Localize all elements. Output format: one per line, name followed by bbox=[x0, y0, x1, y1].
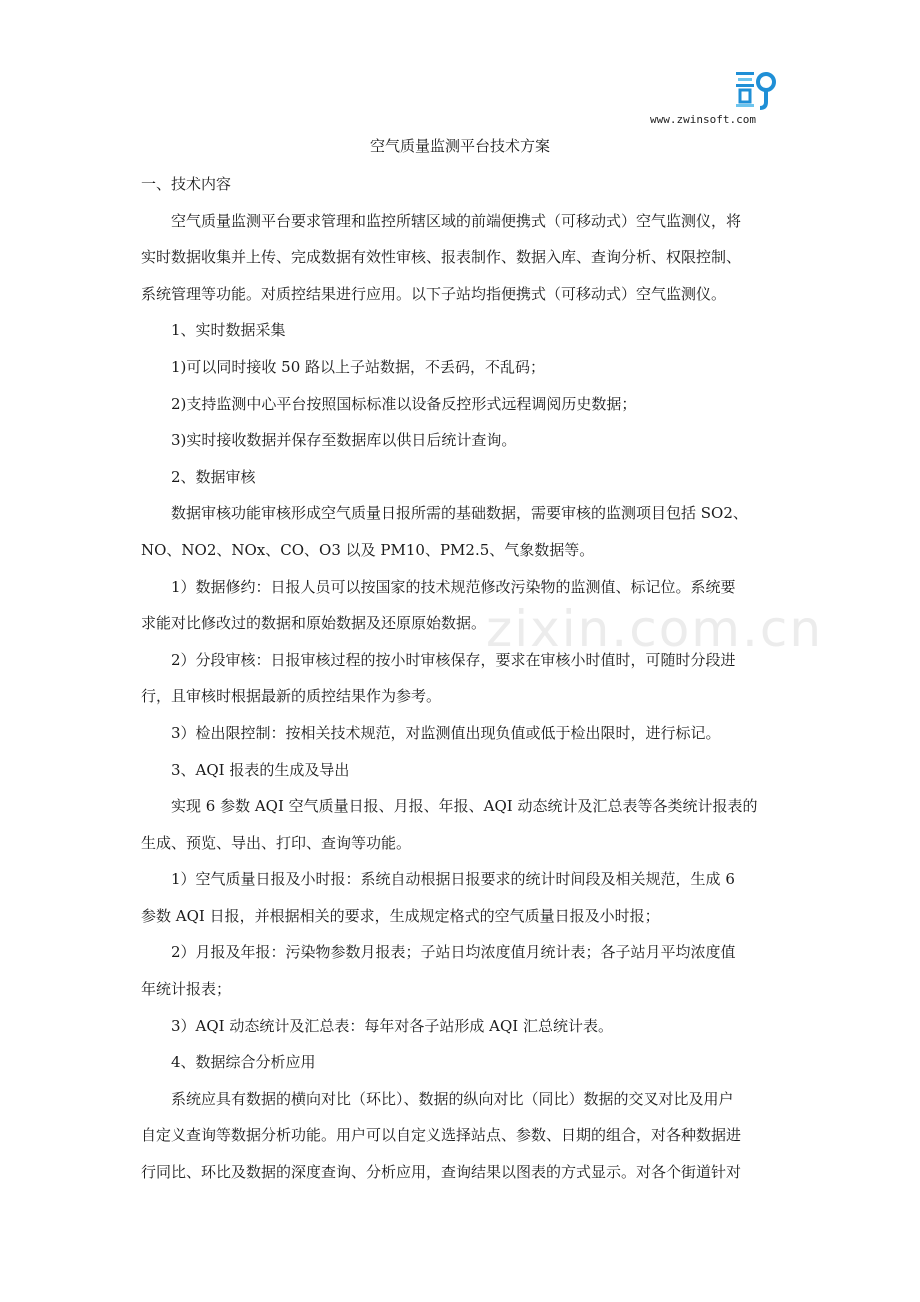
list-item: 3）检出限控制：按相关技术规范，对监测值出现负值或低于检出限时，进行标记。 bbox=[171, 723, 721, 742]
paragraph bbox=[141, 1087, 781, 1184]
paragraph-line: 实时数据收集并上传、完成数据有效性审核、报表制作、数据入库、查询分析、权限控制、 bbox=[141, 248, 742, 267]
list-item: 3)实时接收数据并保存至数据库以供日后统计查询。 bbox=[171, 431, 517, 450]
subsection-heading: 2、数据审核 bbox=[171, 467, 256, 486]
list-item: 2)支持监测中心平台按照国标标准以设备反控形式远程调阅历史数据； bbox=[171, 394, 637, 413]
paragraph-line: 实现 6 参数 AQI 空气质量日报、月报、年报、AQI 动态统计及汇总表等各类统计报表的 bbox=[171, 797, 758, 816]
subsection-heading: 3、AQI 报表的生成及导出 bbox=[171, 760, 350, 779]
subsection-heading: 4、数据综合分析应用 bbox=[171, 1053, 316, 1072]
list-item bbox=[141, 648, 781, 709]
list-item: 3）AQI 动态统计及汇总表：每年对各子站形成 AQI 汇总统计表。 bbox=[171, 1016, 613, 1035]
section-heading: 一、技术内容 bbox=[141, 175, 232, 193]
paragraph-line: NO、NO2、NOx、CO、O3 以及 PM10、PM2.5、气象数据等。 bbox=[141, 540, 595, 559]
paragraph-line: 行同比、环比及数据的深度查询、分析应用，查询结果以图表的方式显示。对各个街道针对 bbox=[141, 1163, 742, 1182]
paragraph bbox=[141, 794, 781, 855]
watermark: zixin.com.cn bbox=[486, 600, 824, 658]
zwinsoft-logo bbox=[734, 68, 778, 112]
paragraph-line: 2）月报及年报：污染物参数月报表；子站日均浓度值月统计表；各子站月平均浓度值 bbox=[171, 943, 736, 962]
paragraph-line: 1）数据修约：日报人员可以按国家的技术规范修改污染物的监测值、标记位。系统要 bbox=[171, 577, 736, 596]
subsection-heading: 1、实时数据采集 bbox=[171, 321, 286, 340]
paragraph-line: 系统管理等功能。对质控结果进行应用。以下子站均指便携式（可移动式）空气监测仪。 bbox=[141, 284, 727, 303]
list-item bbox=[141, 867, 781, 928]
site-url: www.zwinsoft.com bbox=[650, 113, 756, 126]
paragraph-line: 2）分段审核：日报审核过程的按小时审核保存，要求在审核小时值时，可随时分段进 bbox=[171, 650, 736, 669]
paragraph-line: 数据审核功能审核形成空气质量日报所需的基础数据，需要审核的监测项目包括 SO2、 bbox=[171, 504, 748, 523]
document-title: 空气质量监测平台技术方案 bbox=[369, 137, 550, 155]
list-item bbox=[141, 940, 781, 1001]
list-item: 1)可以同时接收 50 路以上子站数据，不丢码，不乱码； bbox=[171, 357, 546, 376]
paragraph-line: 求能对比修改过的数据和原始数据及还原原始数据。 bbox=[141, 614, 487, 633]
paragraph bbox=[141, 209, 781, 306]
paragraph-line: 空气质量监测平台要求管理和监控所辖区域的前端便携式（可移动式）空气监测仪，将 bbox=[171, 211, 742, 230]
document-body bbox=[141, 172, 781, 1197]
paragraph-line: 参数 AQI 日报，并根据相关的要求，生成规定格式的空气质量日报及小时报； bbox=[141, 906, 660, 925]
paragraph bbox=[141, 501, 781, 562]
list-item bbox=[141, 575, 781, 636]
paragraph-line: 1）空气质量日报及小时报：系统自动根据日报要求的统计时间段及相关规范，生成 6 bbox=[171, 870, 735, 889]
paragraph-line: 年统计报表； bbox=[141, 980, 232, 999]
paragraph-line: 系统应具有数据的横向对比（环比）、数据的纵向对比（同比）数据的交叉对比及用户 bbox=[171, 1089, 734, 1108]
paragraph-line: 自定义查询等数据分析功能。用户可以自定义选择站点、参数、日期的组合，对各种数据进 bbox=[141, 1126, 742, 1145]
paragraph-line: 生成、预览、导出、打印、查询等功能。 bbox=[141, 833, 412, 852]
paragraph-line: 行，且审核时根据最新的质控结果作为参考。 bbox=[141, 687, 442, 706]
